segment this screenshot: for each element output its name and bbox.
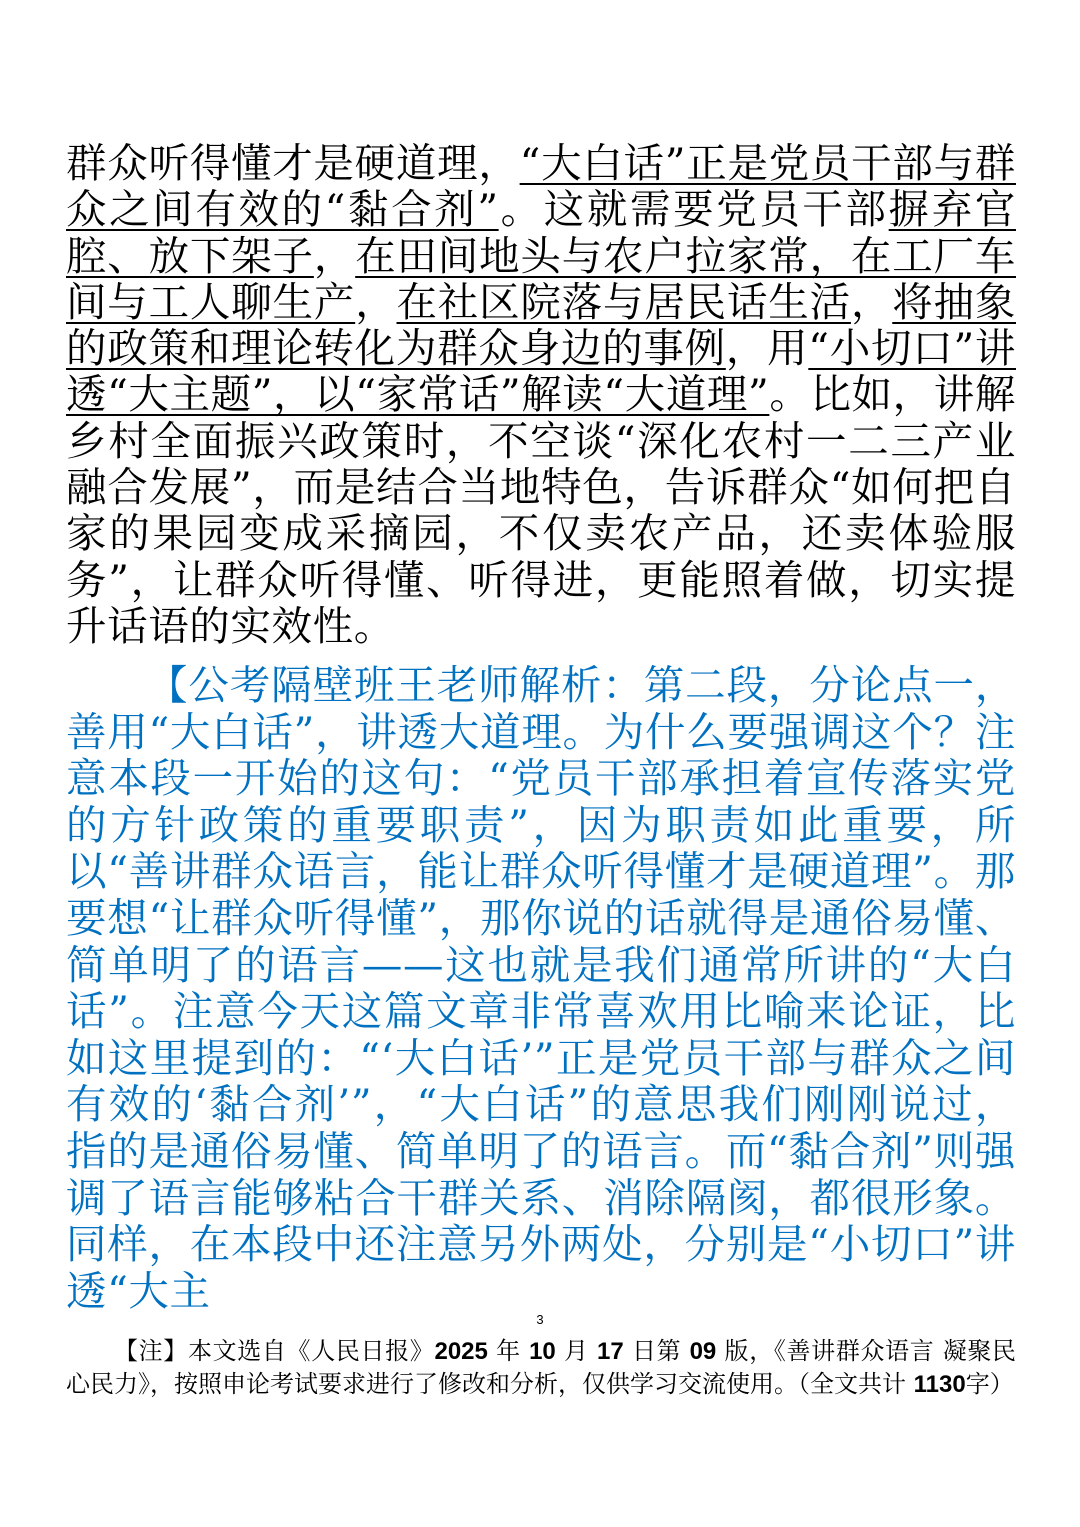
body-text-segment: ， (850, 277, 893, 326)
note-word-count: 1130 (913, 1371, 966, 1398)
body-text-segment: 群众听得懂才是硬道理， (66, 139, 520, 187)
source-note (66, 1335, 1016, 1401)
underlined-phrase: 在社区院落与居民话生活 (396, 277, 851, 326)
note-text-segment: 字） (965, 1370, 1014, 1398)
underlined-phrase: “大白话”正是党员干部与群众之间有效的“黏合剂” (66, 139, 1016, 234)
note-text-segment: 版，《善讲群众语言 凝聚民心民力》，按照申论考试要求进行了修改和分析，仅供学习交流使用。（全文共计 (66, 1337, 1017, 1398)
note-prefix: 【注】本文选自《人民日报》 (114, 1337, 435, 1365)
body-text-segment: 。比如，讲解乡村全面振兴政策时，不空谈“深化农村一二三产业融合发展”，而是结合当地特色，告诉群众“如何把自家的果园变成采摘园，不仅卖农产品，还卖体验服务”，让群众听得懂、听得进，更能照着做，切实提升话语的实效性。 (66, 370, 1016, 650)
note-month: 10 (529, 1338, 556, 1365)
body-text-segment: ，用 (725, 324, 809, 373)
underlined-phrase: 摒弃官腔、放下架子 (66, 185, 1016, 280)
body-text-segment: ， (313, 231, 356, 280)
body-paragraph (66, 140, 1016, 649)
underlined-phrase: 将抽象的政策和理论转化为群众身边的事例 (66, 277, 1016, 373)
note-text-segment: 日第 (623, 1337, 690, 1365)
note-text-segment: 年 (487, 1337, 530, 1365)
page-number: 3 (536, 1312, 544, 1327)
body-text-segment: ， (355, 277, 397, 326)
teacher-analysis-paragraph: 【公考隔壁班王老师解析：第二段，分论点一，善用“大白话”，讲透大道理。为什么要强调这个？注意本段一开始的这句：“党员干部承担着宣传落实党的方针政策的重要职责”，因为职责如此重要，所以“善讲群众语言，能让群众听得懂才是硬道理”。那要想“让群众听得懂”，那你说的话就得是通俗易懂、简单明了的语言——这也就是我们通常所讲的“大白话”。注意今天这篇文章非常喜欢用比喻来论证，比如这里提到的：“‘大白话’”正是党员干部与群众之间有效的‘黏合剂’”，“大白话”的意思我们刚刚说过，指的是通俗易懂、简单明了的语言。而“黏合剂”则强调了语言能够粘合干群关系、消除隔阂，都很形象。同样，在本段中还注意另外两处，分别是“小切口”讲透“大主 (66, 661, 1016, 1315)
note-day: 17 (597, 1338, 624, 1365)
underlined-phrase: “小切口”讲透“大主题”，以“家常话”解读“大道理” (66, 324, 1016, 419)
note-issue: 09 (689, 1338, 717, 1365)
body-text-segment: 。这就需要党员干部 (498, 185, 889, 234)
note-text-segment: 月 (555, 1337, 597, 1365)
underlined-phrase: 在田间地头与农户拉家常，在工厂车间与工人聊生产 (66, 231, 1016, 326)
note-year: 2025 (434, 1338, 488, 1365)
